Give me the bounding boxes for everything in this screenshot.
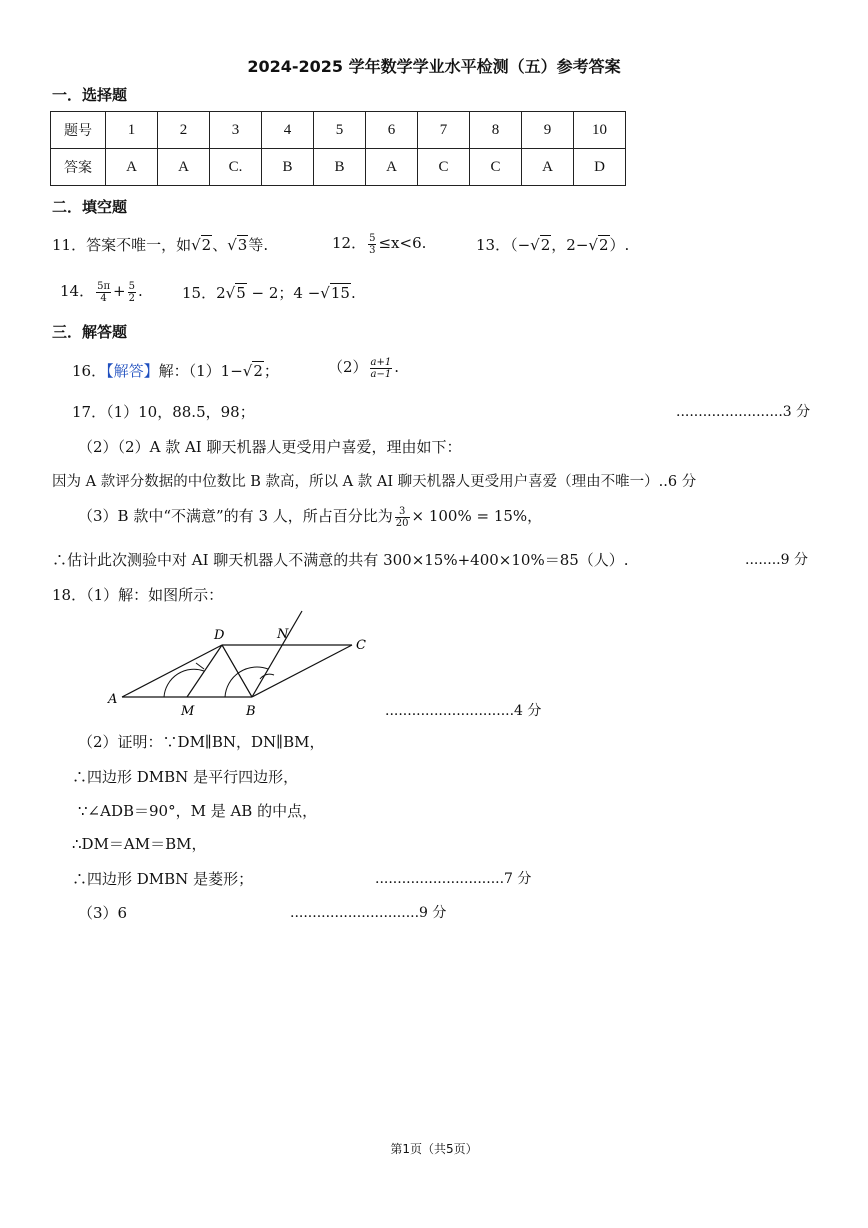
question-number: 14． [60,282,95,300]
answer-text: （3）B 款中“不满意”的有 3 人，所占百分比为 [78,507,393,525]
question-number: 16． [72,362,107,380]
answer-text: . [394,358,400,376]
segment-ad [122,645,222,697]
answer-q13: 13．（−√2，2−√2）. [476,236,630,254]
table-row [51,112,626,149]
fraction-numerator: 5 [128,280,135,292]
table-cell: B [262,149,314,186]
answer-text: − 2；4 − [246,284,321,302]
fraction [395,506,410,529]
fraction-denominator: a−1 [370,368,392,380]
answer-q16: 16．【解答】解：（1）1−√2； [72,362,279,380]
section-heading-solve: 三．解答题 [52,323,128,341]
answer-text: ； [263,362,279,380]
construction-tick [196,663,204,669]
answer-q11: 11．答案不唯一，如√2、√3等. [52,236,269,254]
answer-text: ≤x<6. [378,234,427,252]
point-label-n: N [277,627,289,642]
fraction-numerator: 5π [97,280,111,292]
point-label-b: B [246,704,256,719]
table-cell: B [314,149,366,186]
table-cell: 2 [158,112,210,149]
point-label-m: M [181,704,195,719]
fraction-numerator: 5 [369,232,376,244]
table-cell: 3 [210,112,262,149]
answer-q15: 15．2√5 − 2；4 −√15. [182,284,356,302]
score-marker: ........9 分 [745,552,808,568]
answer-q12 [332,232,426,256]
sqrt-radicand: 3 [237,236,248,254]
question-number: 11． [52,236,87,254]
answer-q18-line7: （3）6 [78,904,128,922]
sqrt-radicand: 15 [330,284,350,302]
separator: 、 [212,236,228,254]
section-heading-fill: 二．填空题 [52,198,128,216]
table-cell: 9 [522,112,574,149]
answer-q18-line4: ∵∠ADB＝90°，M 是 AB 的中点， [78,802,318,820]
fraction-numerator: 3 [395,506,410,518]
answer-text: 解：（1）1− [158,362,243,380]
geometry-figure [100,605,390,720]
question-number: 12． [332,234,367,252]
table-cell: A [522,149,574,186]
score-marker: ........................3 分 [676,404,811,420]
table-cell: C [418,149,470,186]
answer-q18-line1: 18．（1）解：如图所示： [52,586,224,604]
sqrt-radicand: 2 [253,362,263,380]
table-cell: 1 [106,112,158,149]
score-marker: .............................7 分 [375,871,532,887]
table-cell: C. [210,149,262,186]
table-cell: 6 [366,112,418,149]
construction-arc [164,669,204,697]
answer-q18-line3: ∴四边形 DMBN 是平行四边形， [72,768,299,786]
answer-text: ）. [609,236,630,254]
answer-text: × 100% = 15%， [411,507,543,525]
answer-q18-line2: （2）证明：∵DM∥BN，DN∥BM， [78,733,325,751]
multiple-choice-answer-table [50,111,626,186]
table-cell: 答案 [51,149,106,186]
sqrt-radicand: 2 [598,236,609,254]
answer-text: 等. [248,236,269,254]
answer-text: （− [510,236,531,254]
page-footer: 第1页（共5页） [390,1142,478,1156]
table-cell: 5 [314,112,366,149]
answer-tag: 【解答】 [106,362,159,380]
answer-q17-line2: （2）（2）A 款 AI 聊天机器人更受用户喜爱，理由如下： [78,438,462,456]
answer-q18-line6: ∴四边形 DMBN 是菱形； [72,870,254,888]
answer-text: （2） [328,358,368,376]
answer-q17-line1: 17．（1）10，88.5，98； [72,403,255,421]
table-row [51,149,626,186]
question-number: 13． [476,236,511,254]
table-cell: A [158,149,210,186]
point-label-a: A [108,692,118,707]
table-cell: D [574,149,626,186]
fraction [96,281,111,304]
fraction [368,233,376,256]
answer-text: . [137,282,143,300]
answer-q17-line5: ∴估计此次测验中对 AI 聊天机器人不满意的共有 300×15%+400×10%＝85（人）. [52,551,629,569]
answer-q16-part2 [328,356,399,380]
table-cell: A [106,149,158,186]
answer-text: . [350,284,356,302]
table-cell: A [366,149,418,186]
point-label-d: D [214,628,225,643]
answer-q17-line3: 因为 A 款评分数据的中位数比 B 款高，所以 A 款 AI 聊天机器人更受用户喜爱（理由不唯一）..6 分 [52,474,697,490]
construction-arc [260,674,274,679]
table-cell: 7 [418,112,470,149]
table-cell: 10 [574,112,626,149]
page-title: 2024-2025 学年数学学业水平检测（五）参考答案 [247,57,621,76]
segment-dm [187,645,222,697]
fraction-denominator: 4 [100,292,107,304]
fraction [370,357,393,380]
answer-q17-line4 [78,505,542,529]
score-marker: .............................9 分 [290,905,447,921]
fraction [128,281,136,304]
answer-q14 [60,280,143,304]
answer-text: ，2− [551,236,589,254]
sqrt-radicand: 2 [201,236,212,254]
fraction-denominator: 20 [395,517,409,529]
sqrt-radicand: 5 [236,284,246,302]
table-cell: 4 [262,112,314,149]
table-cell: 题号 [51,112,106,149]
sqrt-radicand: 2 [540,236,551,254]
question-number: 15． [182,284,217,302]
answer-q18-line5: ∴DM＝AM＝BM， [72,835,207,853]
plus-sign: + [113,282,126,300]
point-label-c: C [356,638,366,653]
score-marker: .............................4 分 [385,703,542,719]
answer-text: 2 [216,284,226,302]
fraction-numerator: a+1 [370,356,392,368]
table-cell: 8 [470,112,522,149]
answer-text: 答案不唯一，如 [86,236,192,254]
fraction-denominator: 2 [128,292,135,304]
table-cell: C [470,149,522,186]
section-heading-choice: 一．选择题 [52,86,128,104]
fraction-denominator: 3 [369,244,376,256]
